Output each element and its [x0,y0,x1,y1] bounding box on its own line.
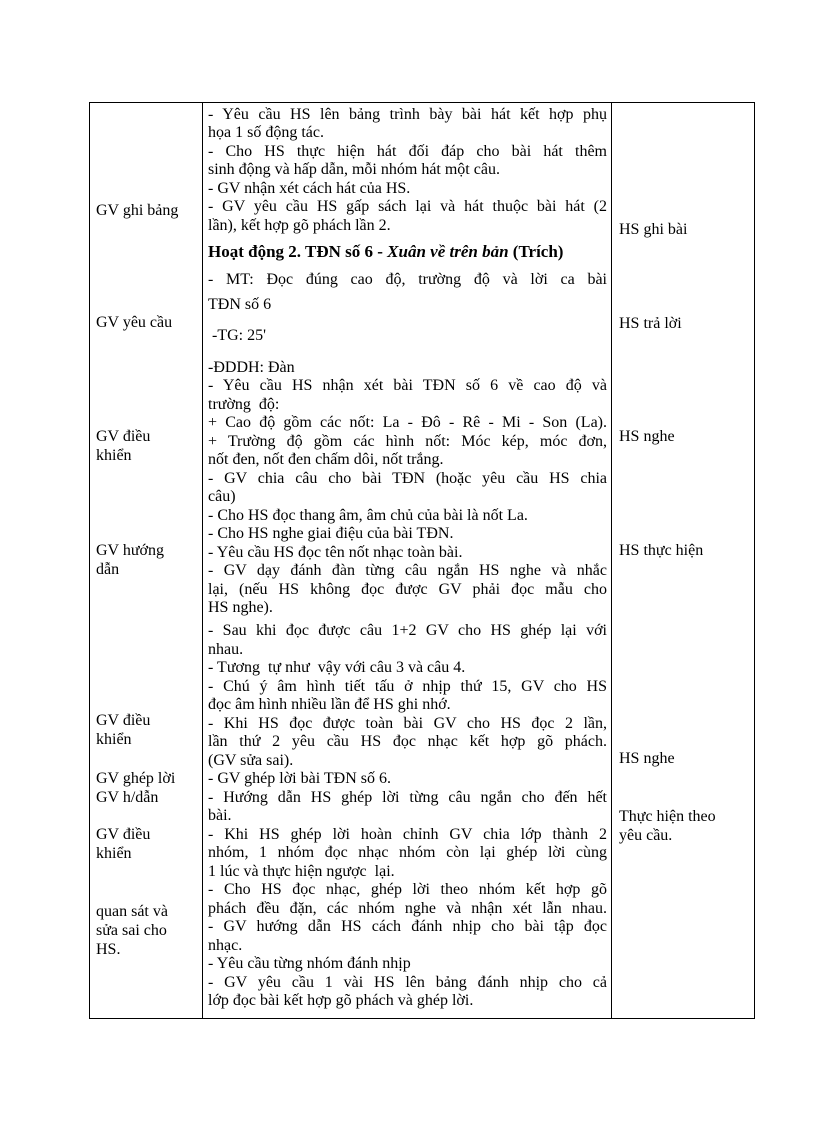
left-text: GV hướng [96,542,164,559]
left-text: khiển [96,845,132,862]
content-line: - Yêu cầu HS nhận xét bài TĐN số 6 về cao độ và [208,377,607,394]
content-line: - MT: Đọc đúng cao độ, trường độ và lời ca bài [208,271,607,288]
left-text: GV ghi bảng [96,202,179,219]
content-line: trường độ: [208,396,280,413]
right-text: HS ghi bài [619,221,688,238]
content-line: - Hướng dẫn HS ghép lời từng câu ngắn cho đến hết [208,789,607,806]
content-line: -ĐDDH: Đàn [208,359,295,376]
content-line: 1 lúc và thực hiện ngược lại. [208,863,395,880]
content-line: - GV hướng dẫn HS cách đánh nhịp cho bài tập đọc [208,918,607,935]
content-line: - GV dạy đánh đàn từng câu ngắn HS nghe và nhắc [208,562,607,579]
left-text: GV điều [96,428,151,445]
left-text: sửa sai cho [96,922,167,939]
left-text: GV yêu cầu [96,314,173,331]
lesson-plan-table [89,102,755,1019]
right-text: HS nghe [619,428,675,445]
left-text: khiển [96,731,132,748]
content-line: - GV ghép lời bài TĐN số 6. [208,770,391,787]
content-line: nhạc. [208,937,243,954]
left-text: HS. [96,941,121,958]
content-line: - Tương tự như vậy với câu 3 và câu 4. [208,659,466,676]
content-line: - Cho HS nghe giai điệu của bài TĐN. [208,525,454,542]
content-line: - Cho HS thực hiện hát đối đáp cho bài hát thêm [208,143,607,160]
content-line: - Yêu cầu từng nhóm đánh nhịp [208,955,411,972]
content-line: + Cao độ gồm các nốt: La - Đô - Rê - Mi - Son (La). [208,414,607,431]
content-line: - Sau khi đọc được câu 1+2 GV cho HS ghép lại với [208,622,607,639]
content-line: - Khi HS đọc được toàn bài GV cho HS đọc 2 lần, [208,715,607,732]
content-line: đọc âm hình nhiều lần để HS ghi nhớ. [208,696,451,713]
heading-song-title: Xuân về trên bản [387,242,509,261]
content-line: họa 1 số động tác. [208,124,324,141]
content-line: HS nghe). [208,599,273,616]
right-text: yêu cầu. [619,827,673,844]
content-line: - GV yêu cầu 1 vài HS lên bảng đánh nhịp cho cả [208,974,607,991]
left-text: GV điều [96,826,151,843]
content-line: - GV yêu cầu HS gấp sách lại và hát thuộc bài hát (2 [208,198,607,215]
student-activity-column [612,103,756,1018]
content-line: + Trường độ gồm các hình nốt: Móc kép, móc đơn, [208,433,607,450]
heading-prefix: Hoạt động 2. TĐN số 6 - [208,242,388,261]
activity-heading [208,243,607,262]
right-text: Thực hiện theo [619,808,716,825]
content-line: nốt đen, nốt đen chấm dôi, nốt trắng. [208,451,444,468]
content-line: câu) [208,488,236,505]
content-line: - Chú ý âm hình tiết tấu ở nhịp thứ 15, GV cho HS [208,678,607,695]
content-column [203,103,611,1018]
content-line: (GV sửa sai). [208,752,294,769]
content-line: -TG: 25' [208,327,266,344]
content-line: - Khi HS ghép lời hoàn chỉnh GV chia lớp thành 2 [208,826,607,843]
right-text: HS nghe [619,750,675,767]
content-line: - GV nhận xét cách hát của HS. [208,180,411,197]
content-line: - Cho HS đọc thang âm, âm chủ của bài là nốt La. [208,507,528,524]
content-line: lại, (nếu HS không đọc được GV phải đọc mẫu cho [208,581,607,598]
content-line: lần thứ 2 yêu cầu HS đọc nhạc kết hợp gõ phách. [208,733,607,750]
left-text: GV ghép lời [96,770,176,787]
left-text: GV điều [96,712,151,729]
content-line: - Yêu cầu HS đọc tên nốt nhạc toàn bài. [208,544,463,561]
teacher-activity-column [90,103,202,1018]
left-text: GV h/dẫn [96,789,159,806]
content-line: nhau. [208,641,244,658]
content-line: lớp đọc bài kết hợp gõ phách và ghép lời. [208,992,474,1009]
right-text: HS thực hiện [619,542,704,559]
heading-suffix: (Trích) [508,242,564,261]
right-text: HS trả lời [619,315,682,332]
content-line: - GV chia câu cho bài TĐN (hoặc yêu cầu HS chia [208,470,607,487]
content-line: nhóm, 1 nhóm đọc nhạc nhóm còn lại ghép lời cùng [208,844,607,861]
content-line: - Cho HS đọc nhạc, ghép lời theo nhóm kết hợp gõ [208,881,607,898]
left-text: quan sát và [96,903,168,920]
left-text: khiển [96,447,132,464]
content-line: sinh động và hấp dẫn, mỗi nhóm hát một câu. [208,161,500,178]
content-line: phách đều đặn, các nhóm nghe và nhận xét lẫn nhau. [208,900,607,917]
content-line: bài. [208,807,232,824]
content-line: lần), kết hợp gõ phách lần 2. [208,217,391,234]
left-text: dẫn [96,561,120,578]
content-line: - Yêu cầu HS lên bảng trình bày bài hát kết hợp phụ [208,106,607,123]
content-line: TĐN số 6 [208,296,272,313]
